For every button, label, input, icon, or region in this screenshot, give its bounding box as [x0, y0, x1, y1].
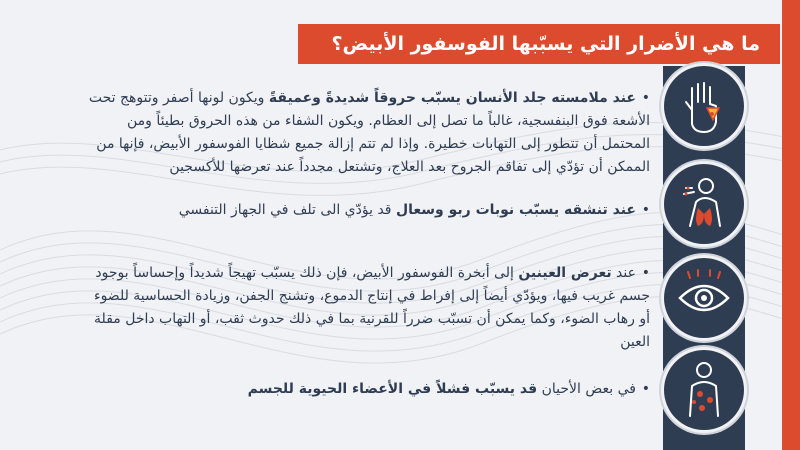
item-text: ويكون لونها أصفر وتتوهج تحت الأشعة فوق البنفسجية، غالباً ما تصل إلى العظام. ويكون الشفاء من هذه الحروق بطيئاً ومن المحتمل أن تتطور إلى التهابات خطيرة. وإذا لم تتم إزالة جميع شظايا الفوسفور الأبيض، فإنها من الممكن أن تؤدّي إلى تفاقم الجروح بعد العلاج، وتشتعل مجدداً عند تعرضها للأكسجين — [88, 90, 650, 175]
list-item-eye-exposure — [80, 262, 650, 354]
item-text: قد يؤدّي الى تلف في الجهاز التنفسي — [178, 202, 396, 218]
bullet: • — [641, 90, 650, 106]
burned-hand-icon — [664, 66, 744, 146]
item-lead: عند — [611, 265, 636, 281]
item-lead: في بعض الأحيان — [537, 381, 636, 397]
list-item-inhalation — [80, 199, 650, 222]
bullet: • — [641, 202, 650, 218]
item-bold: تعرض العينين — [518, 265, 612, 281]
lungs-icon — [664, 164, 744, 244]
body-organs-icon — [664, 350, 744, 430]
item-text: إلى أبخرة الفوسفور الأبيض، فإن ذلك يسبّب تهيجاً شديداً وإحساساً بوجود جسم غريب فيها، ويؤدّي أيضاً إلى إفراط في إنتاج الدموع، وتشنج الجفن، وزيادة الحساسية للضوء أو رهاب الضوء، وكما يمكن أن تسبّب ضرراً للقرنية بما في ذلك حدوث ثقب، أو التهاب داخل مقلة العين — [93, 265, 650, 350]
list-item-skin-burns — [80, 87, 650, 179]
item-bold: عند ملامسته جلد الأنسان يسبّب حروقاً شديدةً وعميقةً — [268, 90, 636, 106]
accent-stripe — [782, 0, 800, 450]
item-bold: عند تنشقه يسبّب نوبات ربو وسعال — [395, 202, 636, 218]
eye-icon — [664, 258, 744, 338]
page-title: ما هي الأضرار التي يسبّبها الفوسفور الأبيض؟ — [331, 33, 760, 55]
list-item-organ-failure — [80, 378, 650, 401]
item-bold: قد يسبّب فشلاً في الأعضاء الحيوية للجسم — [247, 381, 538, 397]
bullet: • — [641, 381, 650, 397]
bullet: • — [641, 265, 650, 281]
page-title-banner — [298, 24, 780, 64]
